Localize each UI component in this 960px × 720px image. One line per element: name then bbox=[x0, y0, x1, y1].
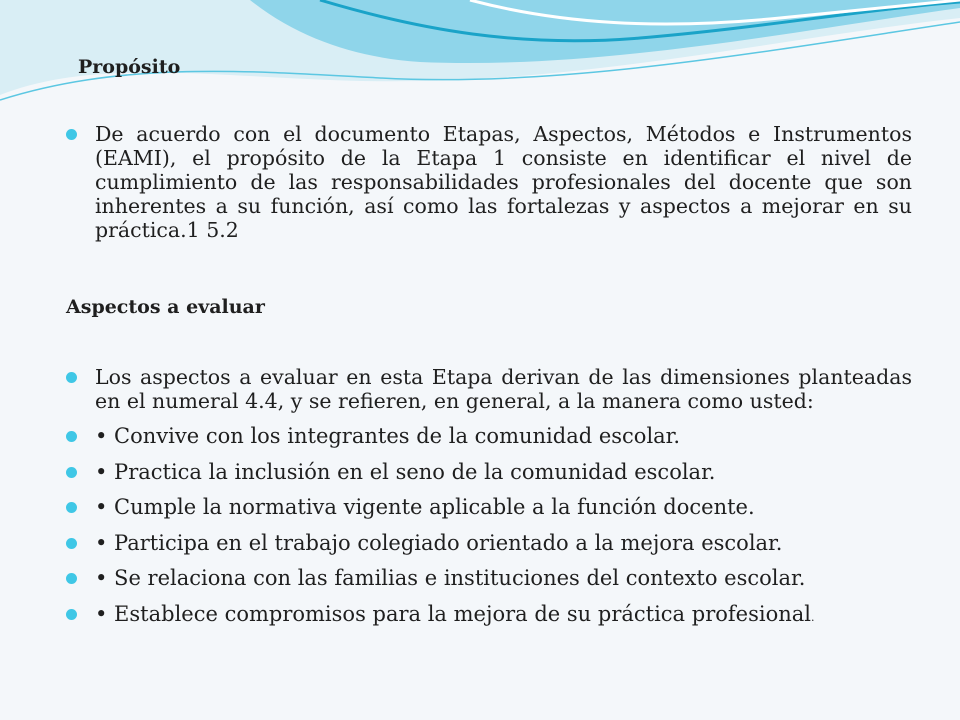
bullet-icon bbox=[66, 502, 77, 513]
proposito-list bbox=[66, 122, 912, 242]
proposito-paragraph bbox=[66, 122, 912, 242]
list-item bbox=[66, 602, 912, 630]
list-item bbox=[66, 495, 912, 519]
heading-aspectos-a-evaluar: Aspectos a evaluar bbox=[66, 296, 265, 318]
bullet-icon bbox=[66, 609, 77, 620]
list-item bbox=[66, 531, 912, 555]
list-item bbox=[66, 460, 912, 484]
list-item-text: • Practica la inclusión en el seno de la comunidad escolar. bbox=[95, 459, 716, 484]
list-item-text: • Cumple la normativa vigente aplicable a la función docente. bbox=[95, 495, 755, 519]
bullet-icon bbox=[66, 372, 77, 383]
aspectos-intro bbox=[66, 365, 912, 413]
list-item-suffix: . bbox=[810, 610, 815, 624]
list-item bbox=[66, 566, 912, 590]
bullet-icon bbox=[66, 467, 77, 478]
list-item bbox=[66, 424, 912, 448]
proposito-text: De acuerdo con el documento Etapas, Aspectos, Métodos e Instrumentos (EAMI), el propósito de la Etapa 1 consiste en identificar el nivel de cumplimiento de las responsabilidades profesionales del docente que son inherentes a su función, así como las fortalezas y aspectos a mejorar en su práctica.1 5.2 bbox=[95, 122, 912, 242]
list-item-text: • Participa en el trabajo colegiado orientado a la mejora escolar. bbox=[95, 530, 783, 555]
bullet-icon bbox=[66, 573, 77, 584]
list-item-text: • Se relaciona con las familias e instituciones del contexto escolar. bbox=[95, 566, 806, 590]
aspectos-intro-text: Los aspectos a evaluar en esta Etapa derivan de las dimensiones planteadas en el numeral 4.4, y se refieren, en general, a la manera como usted: bbox=[95, 365, 912, 413]
bullet-icon bbox=[66, 129, 77, 140]
bullet-icon bbox=[66, 431, 77, 442]
list-item-text: • Establece compromisos para la mejora de su práctica profesional bbox=[95, 601, 811, 626]
bullet-icon bbox=[66, 538, 77, 549]
heading-proposito: Propósito bbox=[78, 56, 181, 78]
aspectos-list bbox=[66, 365, 912, 641]
list-item-text: • Convive con los integrantes de la comunidad escolar. bbox=[95, 424, 681, 448]
